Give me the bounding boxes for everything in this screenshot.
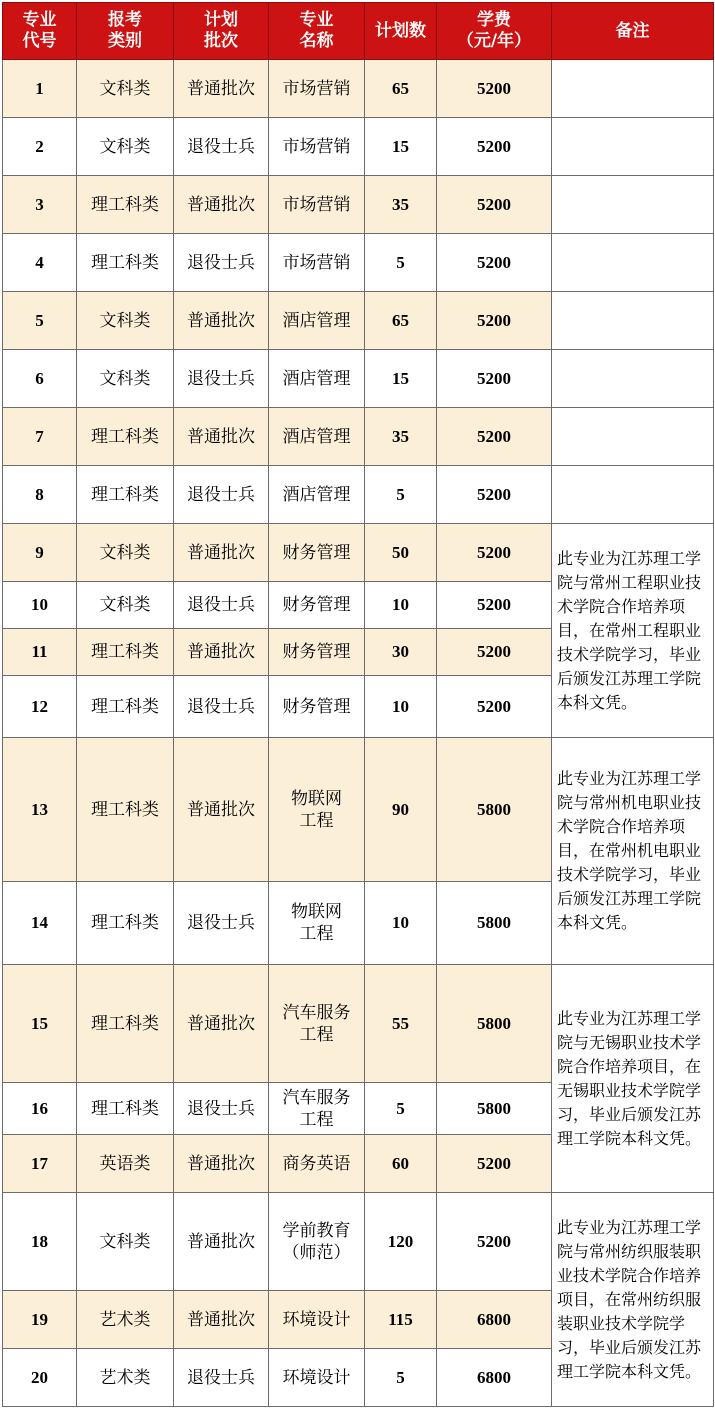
table-row (3, 292, 714, 350)
major-cell: 物联网 工程 (269, 882, 365, 965)
table-row (3, 176, 714, 234)
category-cell: 文科类 (77, 524, 174, 582)
fee-cell: 5200 (437, 629, 552, 676)
code-cell: 15 (3, 965, 77, 1083)
category-cell: 文科类 (77, 118, 174, 176)
fee-cell: 5200 (437, 676, 552, 738)
batch-cell: 普通批次 (174, 524, 269, 582)
category-cell: 文科类 (77, 350, 174, 408)
major-cell: 酒店管理 (269, 292, 365, 350)
fee-cell: 6800 (437, 1349, 552, 1407)
major-cell: 市场营销 (269, 234, 365, 292)
major-cell: 财务管理 (269, 582, 365, 629)
plan-cell: 15 (365, 118, 437, 176)
remark-empty (552, 408, 714, 466)
major-cell: 学前教育 （师范） (269, 1193, 365, 1291)
fee-cell: 5200 (437, 1135, 552, 1193)
table-row (3, 738, 714, 882)
fee-cell: 5800 (437, 738, 552, 882)
fee-cell: 5200 (437, 582, 552, 629)
table-row (3, 466, 714, 524)
category-cell: 理工科类 (77, 738, 174, 882)
plan-cell: 30 (365, 629, 437, 676)
code-cell: 9 (3, 524, 77, 582)
remark-note: 此专业为江苏理工学院与常州纺织服装职业技术学院合作培养项目，在常州纺织服装职业技术学院学习，毕业后颁发江苏理工学院本科文凭。 (552, 1193, 714, 1407)
code-cell: 12 (3, 676, 77, 738)
code-cell: 20 (3, 1349, 77, 1407)
fee-cell: 5800 (437, 965, 552, 1083)
fee-cell: 5800 (437, 882, 552, 965)
batch-cell: 普通批次 (174, 60, 269, 118)
batch-cell: 普通批次 (174, 1291, 269, 1349)
code-cell: 1 (3, 60, 77, 118)
category-cell: 理工科类 (77, 676, 174, 738)
table-row (3, 118, 714, 176)
batch-cell: 退役士兵 (174, 1349, 269, 1407)
header-category: 报考 类别 (77, 3, 174, 60)
category-cell: 文科类 (77, 60, 174, 118)
header-remark: 备注 (552, 3, 714, 60)
plan-cell: 15 (365, 350, 437, 408)
code-cell: 8 (3, 466, 77, 524)
code-cell: 18 (3, 1193, 77, 1291)
remark-empty (552, 350, 714, 408)
table-row (3, 350, 714, 408)
batch-cell: 普通批次 (174, 965, 269, 1083)
plan-cell: 50 (365, 524, 437, 582)
batch-cell: 普通批次 (174, 292, 269, 350)
fee-cell: 5200 (437, 60, 552, 118)
major-cell: 财务管理 (269, 676, 365, 738)
fee-cell: 5200 (437, 466, 552, 524)
major-cell: 财务管理 (269, 629, 365, 676)
fee-cell: 5200 (437, 350, 552, 408)
plan-cell: 35 (365, 176, 437, 234)
code-cell: 10 (3, 582, 77, 629)
code-cell: 14 (3, 882, 77, 965)
code-cell: 16 (3, 1083, 77, 1135)
table-row (3, 524, 714, 582)
category-cell: 文科类 (77, 292, 174, 350)
major-cell: 酒店管理 (269, 350, 365, 408)
plan-cell: 5 (365, 234, 437, 292)
fee-cell: 5200 (437, 234, 552, 292)
batch-cell: 普通批次 (174, 1135, 269, 1193)
header-batch: 计划 批次 (174, 3, 269, 60)
header-fee: 学费 （元/年） (437, 3, 552, 60)
plan-cell: 10 (365, 676, 437, 738)
fee-cell: 5200 (437, 118, 552, 176)
major-cell: 酒店管理 (269, 408, 365, 466)
category-cell: 理工科类 (77, 965, 174, 1083)
header-code: 专业 代号 (3, 3, 77, 60)
category-cell: 理工科类 (77, 176, 174, 234)
major-cell: 环境设计 (269, 1349, 365, 1407)
code-cell: 2 (3, 118, 77, 176)
plan-cell: 5 (365, 1083, 437, 1135)
category-cell: 理工科类 (77, 408, 174, 466)
header-row (3, 3, 714, 60)
batch-cell: 退役士兵 (174, 466, 269, 524)
major-cell: 商务英语 (269, 1135, 365, 1193)
batch-cell: 退役士兵 (174, 234, 269, 292)
code-cell: 19 (3, 1291, 77, 1349)
plan-cell: 55 (365, 965, 437, 1083)
remark-empty (552, 234, 714, 292)
remark-note: 此专业为江苏理工学院与常州机电职业技术学院合作培养项目，在常州机电职业技术学院学习，毕业后颁发江苏理工学院本科文凭。 (552, 738, 714, 965)
batch-cell: 退役士兵 (174, 118, 269, 176)
table-row (3, 965, 714, 1083)
plan-cell: 5 (365, 1349, 437, 1407)
category-cell: 理工科类 (77, 466, 174, 524)
major-cell: 市场营销 (269, 118, 365, 176)
code-cell: 5 (3, 292, 77, 350)
fee-cell: 5200 (437, 408, 552, 466)
batch-cell: 普通批次 (174, 1193, 269, 1291)
remark-note: 此专业为江苏理工学院与常州工程职业技术学院合作培养项目，在常州工程职业技术学院学习，毕业后颁发江苏理工学院本科文凭。 (552, 524, 714, 738)
fee-cell: 5200 (437, 1193, 552, 1291)
major-cell: 市场营销 (269, 176, 365, 234)
fee-cell: 5200 (437, 292, 552, 350)
code-cell: 17 (3, 1135, 77, 1193)
plan-cell: 65 (365, 292, 437, 350)
category-cell: 理工科类 (77, 629, 174, 676)
batch-cell: 普通批次 (174, 738, 269, 882)
code-cell: 7 (3, 408, 77, 466)
category-cell: 艺术类 (77, 1349, 174, 1407)
plan-cell: 90 (365, 738, 437, 882)
fee-cell: 5200 (437, 524, 552, 582)
table-row (3, 60, 714, 118)
category-cell: 文科类 (77, 1193, 174, 1291)
code-cell: 13 (3, 738, 77, 882)
batch-cell: 退役士兵 (174, 1083, 269, 1135)
major-cell: 财务管理 (269, 524, 365, 582)
remark-empty (552, 60, 714, 118)
major-cell: 汽车服务 工程 (269, 965, 365, 1083)
category-cell: 理工科类 (77, 234, 174, 292)
plan-cell: 5 (365, 466, 437, 524)
batch-cell: 普通批次 (174, 176, 269, 234)
plan-cell: 35 (365, 408, 437, 466)
plan-cell: 120 (365, 1193, 437, 1291)
batch-cell: 普通批次 (174, 408, 269, 466)
plan-cell: 10 (365, 582, 437, 629)
major-cell: 环境设计 (269, 1291, 365, 1349)
batch-cell: 退役士兵 (174, 350, 269, 408)
plan-cell: 115 (365, 1291, 437, 1349)
header-plan: 计划数 (365, 3, 437, 60)
remark-note: 此专业为江苏理工学院与无锡职业技术学院合作培养项目，在无锡职业技术学院学习，毕业后颁发江苏理工学院本科文凭。 (552, 965, 714, 1193)
remark-empty (552, 118, 714, 176)
category-cell: 理工科类 (77, 1083, 174, 1135)
header-major: 专业 名称 (269, 3, 365, 60)
major-cell: 汽车服务 工程 (269, 1083, 365, 1135)
table-body (3, 60, 714, 1407)
fee-cell: 6800 (437, 1291, 552, 1349)
major-cell: 物联网 工程 (269, 738, 365, 882)
plan-cell: 10 (365, 882, 437, 965)
table-row (3, 234, 714, 292)
major-cell: 酒店管理 (269, 466, 365, 524)
remark-empty (552, 292, 714, 350)
code-cell: 6 (3, 350, 77, 408)
enrollment-plan-table (2, 2, 714, 1407)
fee-cell: 5800 (437, 1083, 552, 1135)
category-cell: 理工科类 (77, 882, 174, 965)
fee-cell: 5200 (437, 176, 552, 234)
batch-cell: 退役士兵 (174, 882, 269, 965)
category-cell: 英语类 (77, 1135, 174, 1193)
table-row (3, 408, 714, 466)
code-cell: 4 (3, 234, 77, 292)
category-cell: 文科类 (77, 582, 174, 629)
plan-cell: 60 (365, 1135, 437, 1193)
plan-cell: 65 (365, 60, 437, 118)
remark-empty (552, 176, 714, 234)
batch-cell: 普通批次 (174, 629, 269, 676)
major-cell: 市场营销 (269, 60, 365, 118)
remark-empty (552, 466, 714, 524)
table-row (3, 1193, 714, 1291)
code-cell: 3 (3, 176, 77, 234)
code-cell: 11 (3, 629, 77, 676)
category-cell: 艺术类 (77, 1291, 174, 1349)
batch-cell: 退役士兵 (174, 676, 269, 738)
batch-cell: 退役士兵 (174, 582, 269, 629)
